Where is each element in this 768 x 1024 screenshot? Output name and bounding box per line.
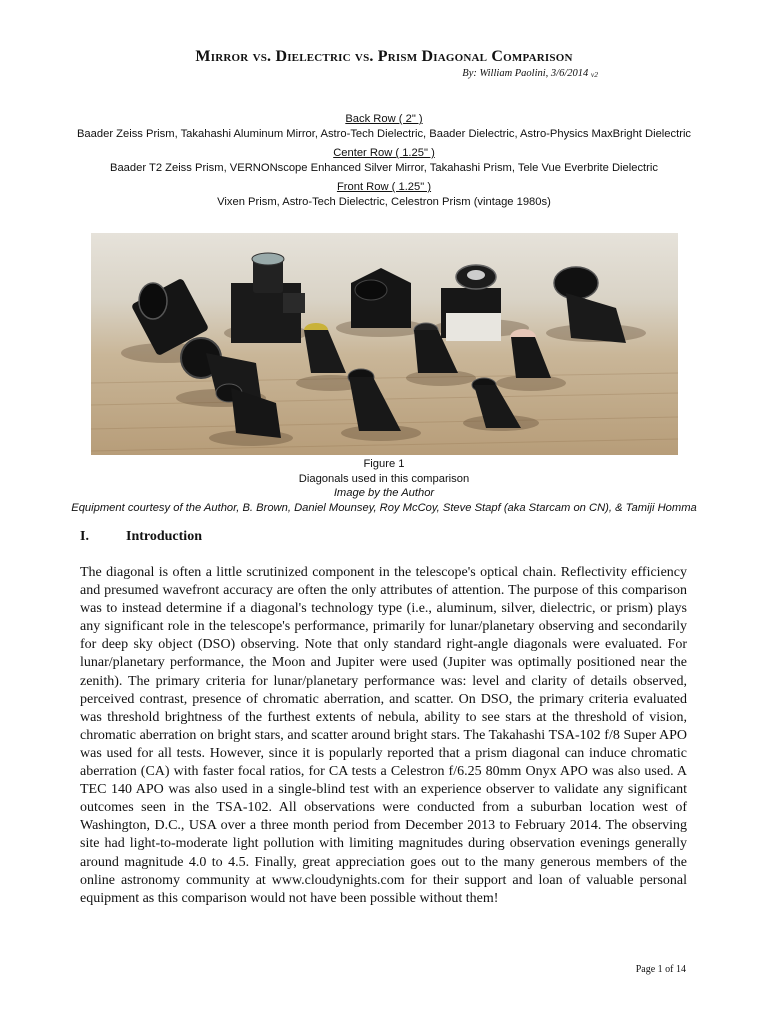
row-header: Center Row ( 1.25" ) <box>333 147 435 159</box>
row-front <box>40 180 728 210</box>
figure-caption <box>40 457 728 515</box>
row-header: Front Row ( 1.25" ) <box>336 181 432 193</box>
section-heading <box>80 529 202 545</box>
figure-courtesy: Equipment courtesy of the Author, B. Brown, Daniel Mounsey, Roy McCoy, Steve Stapf (aka Starcam on CN), & Tamiji Homma <box>71 501 697 514</box>
row-center <box>40 146 728 176</box>
diagonals-photo <box>91 233 678 455</box>
row-items: Baader T2 Zeiss Prism, VERNONscope Enhanced Silver Mirror, Takahashi Prism, Tele Vue Everbrite Dielectric <box>110 162 658 174</box>
page-number: Page 1 of 14 <box>635 964 686 975</box>
body-paragraph: The diagonal is often a little scrutinized component in the telescope's optical chain. Reflectivity efficiency and presumed wavefront accuracy are often the only attributes of attention. The purpose of this comparison was to instead determine if a diagonal's technology type (i.e., aluminum, silver, dielectric, or prism) plays any significant role in the telescope's performance, primarily for lunar/planetary observing and secondarily for deep sky object (DSO) observing. Note that only standard right-angle diagonals were evaluated. For lunar/planetary performance, the Moon and Jupiter were used (Jupiter was optimally positioned near the zenith). The primary criteria for lunar/planetary performance was: level and clarity of details observed, perceived contrast, presence of chromatic aberration, and scatter. On DSO, the primary criteria evaluated was threshold brightness of the furthest extents of nebula, ability to see stars at the threshold of vision, chromatic aberration on bright stars, and scatter around bright stars. The Takahashi TSA-102 f/8 Super APO was used for all tests. However, since it is popularly reported that a prism diagonal can induce chromatic aberration (CA) with faster focal ratios, for CA tests a Celestron f/6.25 80mm Onyx APO was also used. A TEC 140 APO was also used in a single-blind test with an experience observer to validate any significant outcomes seen in the TSA-102. All observations were conducted from a suburban location west of Washington, D.C., USA over a three month period from December 2013 to February 2014. The observing site had light-to-moderate light pollution with limiting magnitudes during observation evenings generally around magnitude 4.0 to 4.5. Finally, great appreciation goes out to the many generous members of the online astronomy community at www.cloudynights.com for their support and loan of valuable personal equipment as this comparison would not have been possible without them! <box>80 565 687 906</box>
section-number: I. <box>80 529 89 544</box>
version-label: v2 <box>590 70 598 79</box>
diagonal-rows <box>40 112 728 214</box>
document-title: Mirror vs. Dielectric vs. Prism Diagonal Comparison <box>195 48 573 65</box>
row-header: Back Row ( 2" ) <box>345 113 423 125</box>
diagonals-illustration <box>91 233 678 455</box>
figure-caption-text: Diagonals used in this comparison <box>298 472 470 485</box>
figure-label: Figure 1 <box>363 458 405 470</box>
figure-credit: Image by the Author <box>333 487 435 499</box>
author-date: By: William Paolini, 3/6/2014 <box>462 68 589 79</box>
section-title: Introduction <box>126 529 202 544</box>
row-items: Baader Zeiss Prism, Takahashi Aluminum Mirror, Astro-Tech Dielectric, Baader Dielectric, Astro-Physics MaxBright Dielectric <box>76 128 692 140</box>
byline <box>462 68 598 79</box>
row-items: Vixen Prism, Astro-Tech Dielectric, Celestron Prism (vintage 1980s) <box>217 196 551 208</box>
row-back <box>40 112 728 142</box>
